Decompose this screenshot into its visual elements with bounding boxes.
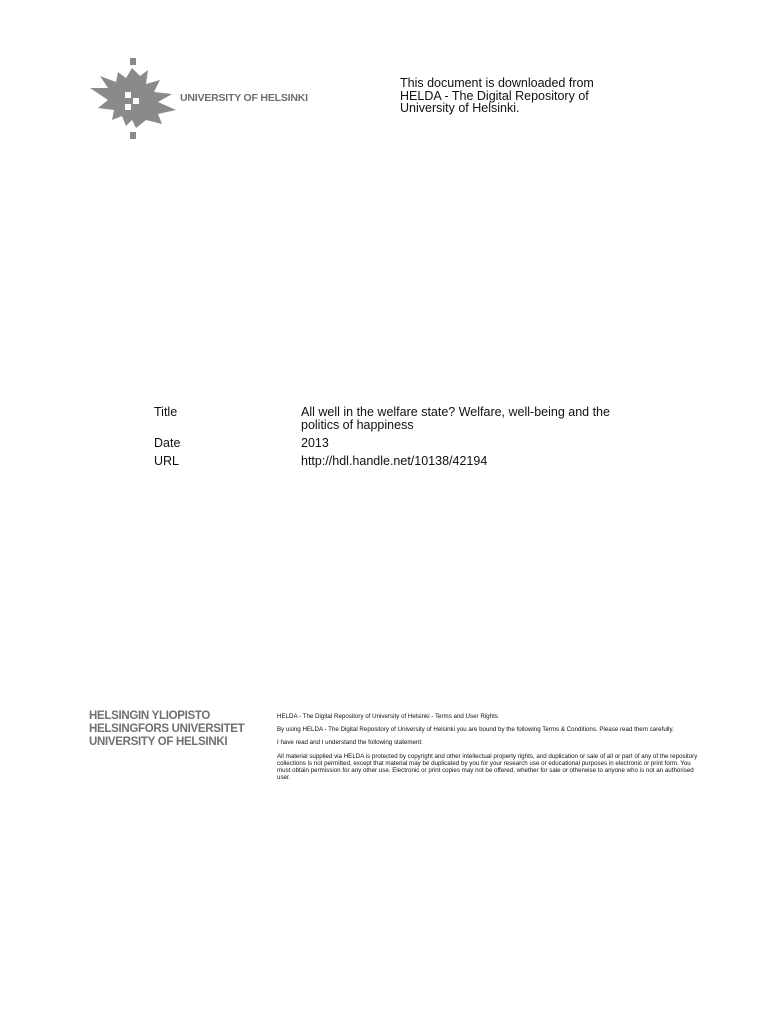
url-label: URL <box>154 454 180 468</box>
university-name-sv: HELSINGFORS UNIVERSITET <box>89 723 245 735</box>
university-flame-torch-icon <box>88 58 178 140</box>
terms-statement: I have read and I understand the following statement: <box>277 739 423 747</box>
date-value: 2013 <box>301 436 329 450</box>
university-logo <box>88 58 318 140</box>
logo-text: UNIVERSITY OF HELSINKI <box>180 92 308 104</box>
title-value: All well in the welfare state? Welfare, well-being and the politics of happiness <box>301 405 610 432</box>
notice-line: This document is downloaded from <box>400 76 594 90</box>
university-name-fi: HELSINGIN YLIOPISTO <box>89 710 211 722</box>
title-label: Title <box>154 405 178 419</box>
terms-body: All material supplied via HELDA is protected by copyright and other intellectual property rights, and duplication or sale of all or part of any of the repository collections is not permitted, except that material may be duplicated by you for your research use or educational purposes in electronic or print form. You must obtain permission for any other use. Electronic or print copies may not be offered, whether for sale or otherwise to anyone who is not an authorised user. <box>277 752 698 782</box>
date-label: Date <box>154 436 181 450</box>
terms-heading: HELDA - The Digital Repository of University of Helsinki - Terms and User Rights <box>277 713 498 720</box>
url-link[interactable]: http://hdl.handle.net/10138/42194 <box>301 454 488 468</box>
download-notice <box>400 77 640 115</box>
notice-line: HELDA - The Digital Repository of <box>400 88 589 103</box>
university-wordmark <box>89 710 244 749</box>
university-name-en: UNIVERSITY OF HELSINKI <box>89 736 228 748</box>
terms-intro: By using HELDA - The Digital Repository of University of Helsinki you are bound by the following Terms & Conditions. Please read them carefully. <box>277 726 674 734</box>
terms-block <box>277 713 701 787</box>
notice-line: University of Helsinki. <box>400 101 520 115</box>
